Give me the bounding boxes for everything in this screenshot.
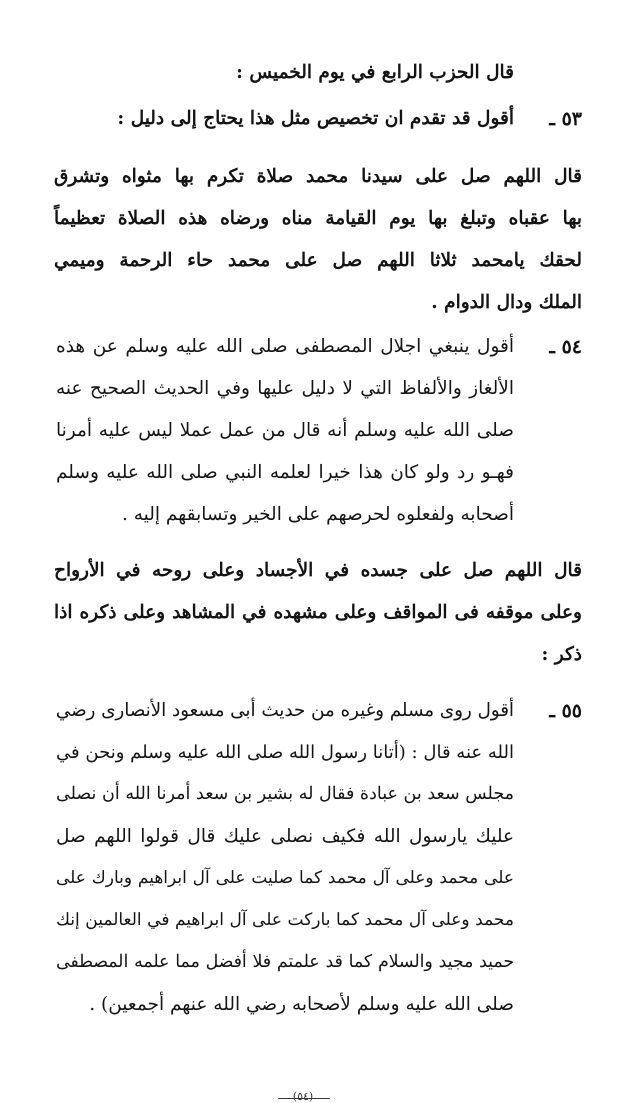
comment-line: مجلس سعد بن عبادة فقال له بشير بن سعد أمرنا الله أن نصلى — [56, 784, 514, 804]
item-number-53: ٥٣ ـ — [549, 108, 582, 130]
page-number: (٥٤) — [292, 1090, 314, 1103]
comment-line: أصحابه ولفعلوه لحرصهم على الخير وتسابقهم إليه . — [121, 504, 514, 525]
item-number-54: ٥٤ ـ — [549, 336, 582, 358]
comment-line: أقول روى مسلم وغيره من حديث أبى مسعود الأنصارى رضي — [55, 700, 514, 721]
comment-line: على محمد وعلى آل محمد كما صليت على آل ابراهيم وبارك على — [56, 868, 514, 888]
quote-line: لحقك يامحمد ثلاثا اللهم صل على محمد حاء الرحمة وميمي — [54, 250, 582, 271]
comment-line: حميد مجيد والسلام كما قد علمتم فلا أفضل مما علمه المصطفى — [56, 952, 514, 972]
comment-line: الله عنه قال : (أتانا رسول الله صلى الله عليه وسلم ونحن في — [56, 742, 514, 763]
comment-line: عليك يارسول الله فكيف نصلى عليك قال قولوا اللهم صل — [56, 826, 514, 847]
comment-line: أقول قد تقدم ان تخصيص مثل هذا يحتاج إلى دليل : — [117, 108, 514, 129]
quote-line: ذكر : — [541, 644, 582, 665]
quote-line: قال اللهم صل على سيدنا محمد صلاة تكرم بها مثواه وتشرق — [54, 166, 582, 187]
comment-line: صلى الله عليه وسلم لأصحابه رضي الله عنهم أجمعين) . — [89, 994, 514, 1015]
quote-line: بها عقباه وتبلغ بها يوم القيامة مناه ورضاه هذه الصلاة تعظيماً — [54, 208, 582, 229]
item-number-55: ٥٥ ـ — [549, 700, 582, 722]
quote-line: الملك ودال الدوام . — [431, 292, 582, 313]
comment-line: الألغاز والألفاظ التي لا دليل عليها وفي الحديث الصحيح عنه — [56, 378, 514, 399]
comment-line: صلى الله عليه وسلم أنه قال من عمل عملا ليس عليه أمرنا — [56, 420, 514, 441]
comment-line: فهـو رد ولو كان هذا خيرا لعلمه النبي صلى الله عليه وسلم — [56, 462, 514, 483]
section-heading: قال الحزب الرابع في يوم الخميس : — [236, 62, 514, 83]
quote-line: وعلى موقفه فى المواقف وعلى مشهده في المشاهد وعلى ذكره اذا — [54, 602, 582, 623]
comment-line: محمد وعلى آل محمد كما باركت على آل ابراهيم في العالمين إنك — [56, 910, 514, 930]
comment-line: أقول ينبغي اجلال المصطفى صلى الله عليه وسلم عن هذه — [56, 336, 514, 357]
quote-line: قال اللهم صل على جسده في الأجساد وعلى روحه في الأرواح — [54, 560, 582, 581]
